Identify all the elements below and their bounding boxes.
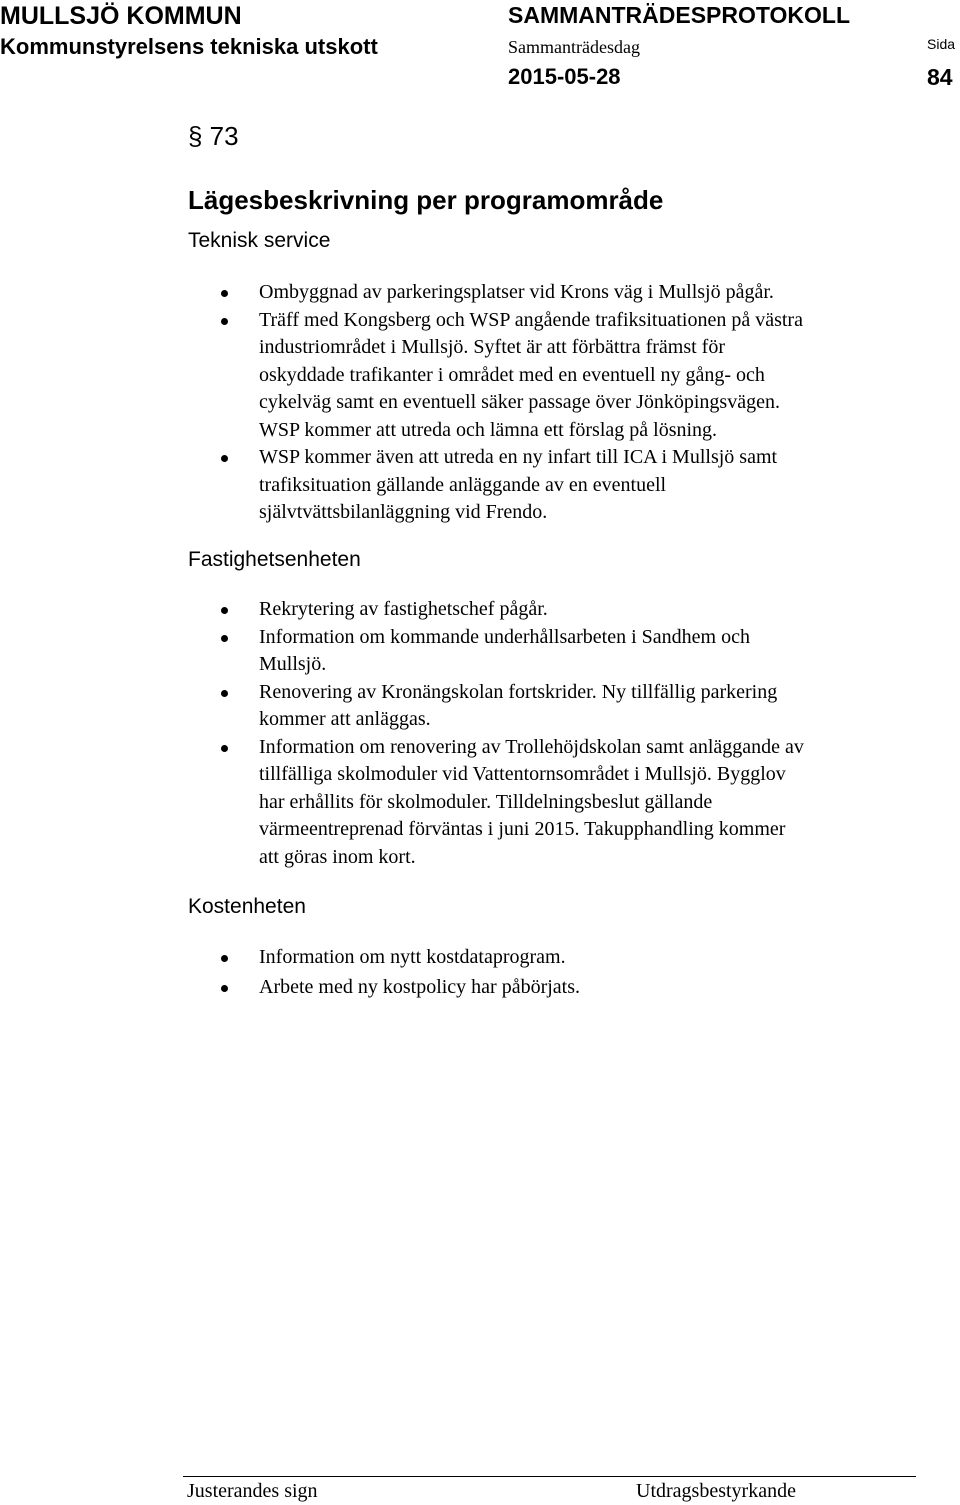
meeting-date-label: Sammanträdesdag	[508, 37, 640, 57]
list-item	[0, 596, 804, 624]
subsection-heading: Kostenheten	[188, 895, 306, 918]
page-number: 84	[927, 64, 953, 90]
list-item	[0, 944, 580, 972]
list-item-line: kommer att anläggas.	[259, 708, 431, 730]
list-item-line: värmeentreprenad förväntas i juni 2015. Takupphandling kommer	[259, 818, 786, 840]
list-item-line: Information om nytt kostdataprogram.	[259, 946, 566, 968]
list-item-line: Information om renovering av Trollehöjdskolan samt anläggande av	[259, 735, 804, 758]
list-item-line: WSP kommer att utreda och lämna ett förslag på lösning.	[259, 418, 718, 441]
list-item-line: oskyddade trafikanter i området med en eventuell ny gång- och	[259, 363, 765, 386]
list-item-line: Rekrytering av fastighetschef pågår.	[259, 598, 548, 620]
list-item-line: industriområdet i Mullsjö. Syftet är att förbättra främst för	[259, 336, 725, 358]
list-item-line: Träff med Kongsberg och WSP angående trafiksituationen på västra	[259, 308, 803, 331]
page-label: Sida	[927, 36, 956, 52]
list-item-line: har erhållits för skolmoduler. Tilldelningsbeslut gällande	[259, 790, 713, 813]
bullet-list	[0, 944, 580, 1001]
list-item-line: tillfälliga skolmoduler vid Vattentornsområdet i Mullsjö. Bygglov	[259, 763, 786, 785]
bullet-list	[0, 279, 803, 527]
list-item-line: cykelväg samt en eventuell säker passage över Jönköpingsvägen.	[259, 391, 780, 413]
bullet-icon	[221, 690, 228, 697]
list-item	[0, 679, 804, 734]
list-item	[0, 444, 803, 527]
list-item	[0, 307, 803, 445]
list-item-line: Arbete med ny kostpolicy har påbörjats.	[259, 975, 581, 998]
bullet-icon	[221, 318, 228, 325]
meeting-date: 2015-05-28	[508, 64, 621, 89]
list-item-line: Information om kommande underhållsarbeten i Sandhem och	[259, 625, 750, 648]
organization-name: MULLSJÖ KOMMUN	[0, 2, 242, 30]
list-item	[0, 974, 580, 1002]
list-item	[0, 734, 804, 872]
list-item	[0, 624, 804, 679]
list-item-line: Mullsjö.	[259, 653, 327, 675]
list-item-line: självtvättsbilanläggning vid Frendo.	[259, 501, 548, 523]
bullet-icon	[221, 290, 228, 297]
document-type: SAMMANTRÄDESPROTOKOLL	[508, 2, 851, 28]
list-item-line: Renovering av Kronängskolan fortskrider. Ny tillfällig parkering	[259, 680, 778, 703]
bullet-icon	[221, 455, 228, 462]
bullet-icon	[221, 745, 228, 752]
list-item-line: WSP kommer även att utreda en ny infart till ICA i Mullsjö samt	[259, 446, 778, 468]
bullet-icon	[221, 607, 228, 614]
subsection-heading: Teknisk service	[188, 229, 331, 252]
subsection-heading: Fastighetsenheten	[188, 548, 361, 571]
section-number: § 73	[188, 121, 239, 151]
footer-certification-label: Utdragsbestyrkande	[636, 1480, 796, 1502]
bullet-icon	[221, 985, 228, 992]
section-title: Lägesbeskrivning per programområde	[188, 185, 664, 215]
list-item	[0, 279, 803, 307]
list-item-line: trafiksituation gällande anläggande av en eventuell	[259, 473, 667, 496]
list-item-line: Ombyggnad av parkeringsplatser vid Krons väg i Mullsjö pågår.	[259, 281, 774, 303]
bullet-icon	[221, 635, 228, 642]
footer-divider	[183, 1476, 916, 1477]
footer-signature-label: Justerandes sign	[187, 1480, 318, 1502]
bullet-icon	[221, 955, 228, 962]
committee-name: Kommunstyrelsens tekniska utskott	[0, 34, 378, 59]
list-item-line: att göras inom kort.	[259, 845, 416, 868]
bullet-list	[0, 596, 804, 871]
